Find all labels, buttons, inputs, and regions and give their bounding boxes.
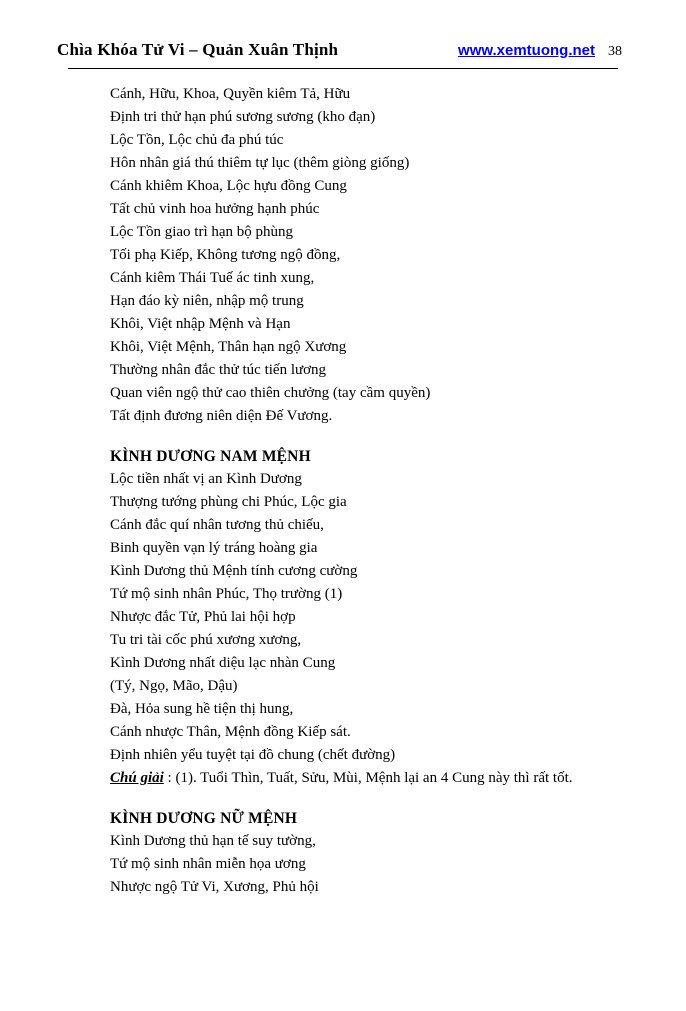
note-label: Chú giải <box>110 770 164 786</box>
poem-line: Kình Dương thủ Mệnh tính cương cường <box>110 563 358 579</box>
section-heading: KÌNH DƯƠNG NAM MỆNH <box>110 448 311 465</box>
header-divider <box>68 68 618 69</box>
poem-line: Binh quyền vạn lý tráng hoàng gia <box>110 540 318 556</box>
poem-line: Thượng tướng phùng chi Phúc, Lộc gia <box>110 494 347 510</box>
poem-line: Định tri thử hạn phú sương sương (kho đạn) <box>110 109 376 125</box>
poem-line: Cánh nhược Thân, Mệnh đồng Kiếp sát. <box>110 724 351 740</box>
poem-line: Nhược đắc Tử, Phủ lai hội hợp <box>110 609 296 625</box>
poem-line: Kình Dương nhất diệu lạc nhàn Cung <box>110 655 336 671</box>
page-number: 38 <box>608 44 622 59</box>
poem-section <box>110 807 646 899</box>
poem-section <box>110 445 646 790</box>
poem-line: (Tý, Ngọ, Mão, Dậu) <box>110 678 238 694</box>
poem-line: Tất chủ vinh hoa hưởng hạnh phúc <box>110 201 320 217</box>
poem-line: Tứ mộ sinh nhân Phúc, Thọ trường (1) <box>110 586 343 602</box>
page-body <box>110 83 646 899</box>
poem-line: Đà, Hỏa sung hề tiện thị hung, <box>110 701 294 717</box>
poem-line: Cánh khiêm Khoa, Lộc hựu đồng Cung <box>110 178 347 194</box>
poem-line: Lộc Tồn giao trì hạn bộ phùng <box>110 224 294 240</box>
website-link[interactable]: www.xemtuong.net <box>458 42 595 59</box>
page-header <box>57 40 622 60</box>
document-page <box>0 40 686 1011</box>
poem-line: Nhược ngộ Tử Vi, Xương, Phủ hội <box>110 879 319 895</box>
section-heading: KÌNH DƯƠNG NỮ MỆNH <box>110 810 298 827</box>
poem-line: Lộc tiền nhất vị an Kình Dương <box>110 471 302 487</box>
poem-line: Cánh đắc quí nhân tương thủ chiếu, <box>110 517 324 533</box>
poem-line: Khôi, Việt nhập Mệnh và Hạn <box>110 316 291 332</box>
poem-line: Tối phạ Kiếp, Không tương ngộ đồng, <box>110 247 341 263</box>
poem-line: Cánh kiêm Thái Tuế ác tinh xung, <box>110 270 315 286</box>
poem-line: Định nhiên yểu tuyệt tại đồ chung (chết đường) <box>110 747 396 763</box>
poem-line: Hạn đáo kỳ niên, nhập mộ trung <box>110 293 304 309</box>
poem-line: Thường nhân đắc thử túc tiến lương <box>110 362 327 378</box>
note-text: : (1). Tuổi Thìn, Tuất, Sửu, Mùi, Mệnh lại an 4 Cung này thì rất tốt. <box>163 770 573 786</box>
poem-line: Quan viên ngộ thử cao thiên chưởng (tay cầm quyền) <box>110 385 431 401</box>
book-title: Chìa Khóa Tử Vi – Quản Xuân Thịnh <box>57 40 339 59</box>
poem-line: Kình Dương thủ hạn tế suy tường, <box>110 833 316 849</box>
poem-line: Tất định đương niên diện Đế Vương. <box>110 408 333 424</box>
poem-line: Tứ mộ sinh nhân miễn họa ương <box>110 856 306 872</box>
poem-line: Hôn nhân giá thú thiêm tự lục (thêm giòng giống) <box>110 155 410 171</box>
poem-line: Khôi, Việt Mệnh, Thân hạn ngộ Xương <box>110 339 347 355</box>
poem-line: Tu tri tài cốc phú xương xương, <box>110 632 302 648</box>
poem-line: Cánh, Hữu, Khoa, Quyền kiêm Tả, Hữu <box>110 86 351 102</box>
note-line <box>110 767 646 790</box>
poem-line: Lộc Tồn, Lộc chủ đa phú túc <box>110 132 284 148</box>
poem-section <box>110 83 646 428</box>
